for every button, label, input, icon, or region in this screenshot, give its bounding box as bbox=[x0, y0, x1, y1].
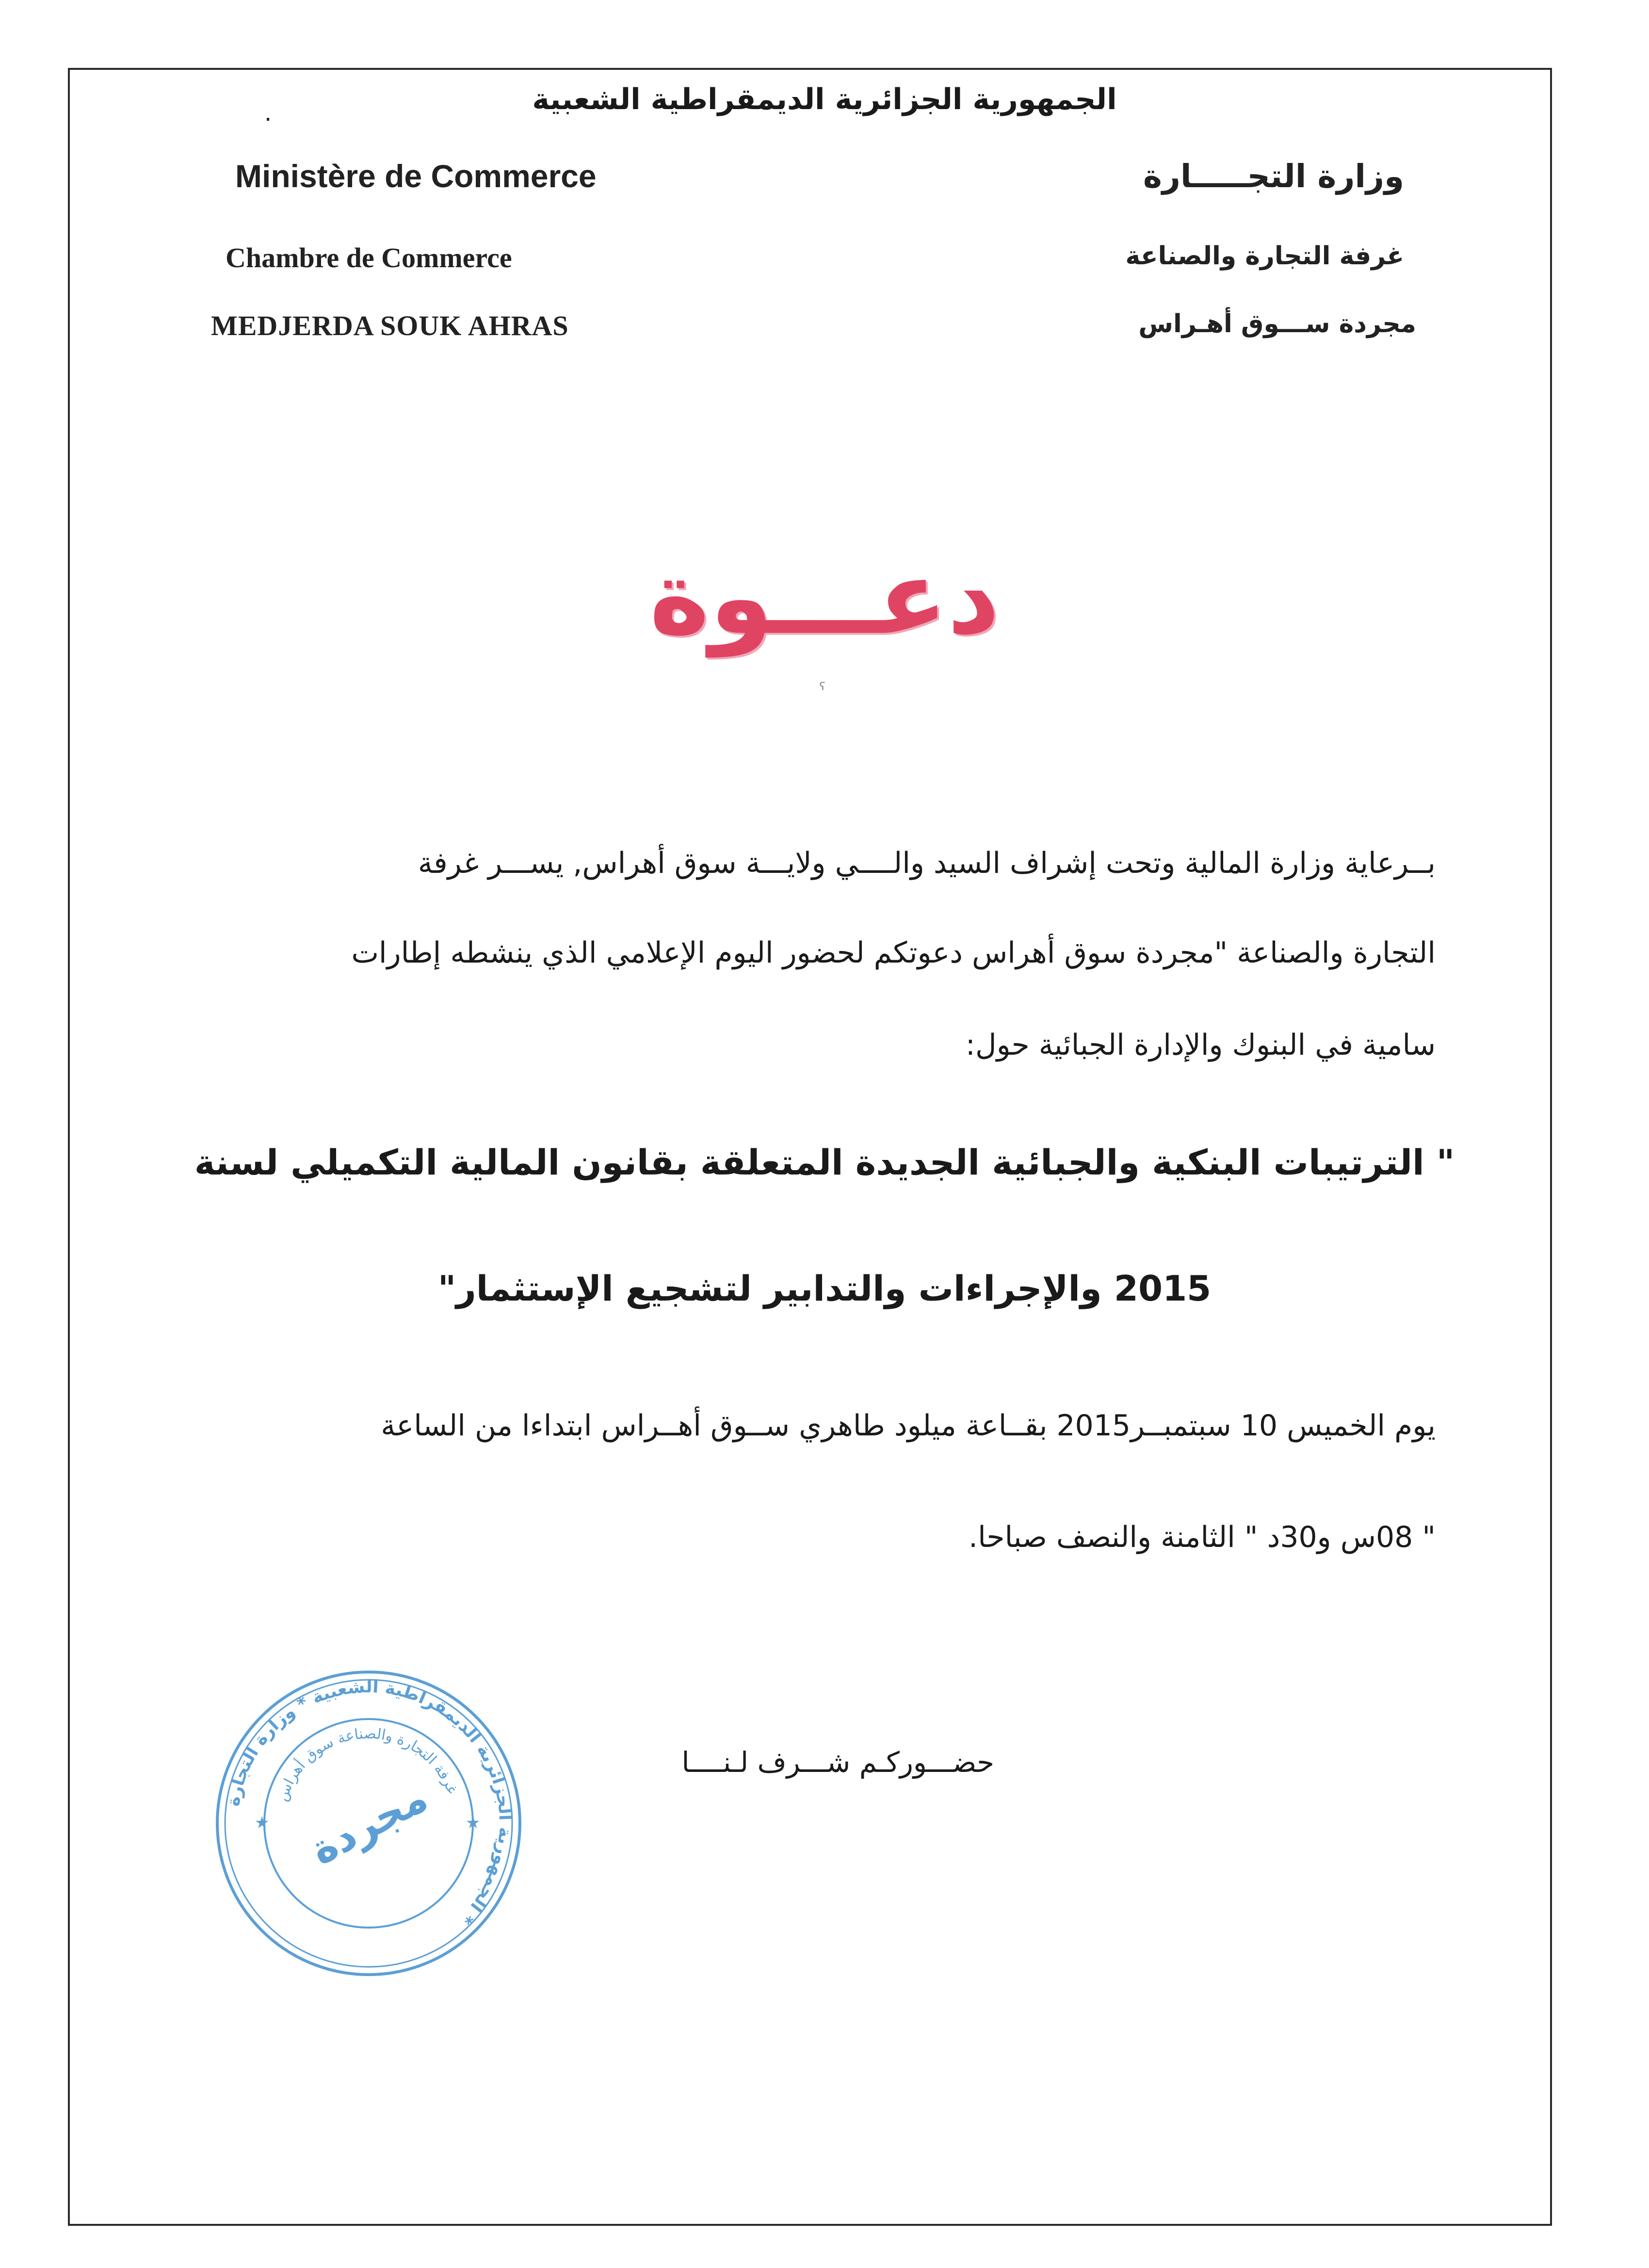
stray-dot: . bbox=[264, 99, 272, 127]
scan-mark: ˁ bbox=[819, 679, 826, 701]
event-details-line-2: " 08س و30د " الثامنة والنصف صباحا. bbox=[969, 1520, 1436, 1554]
ministry-name-french: Ministère de Commerce bbox=[235, 158, 597, 194]
topic-line-2: 2015 والإجراءات والتدابير لتشجيع الإستثمار" bbox=[437, 1268, 1212, 1309]
body-line-2: التجارة والصناعة "مجردة سوق أهراس دعوتكم لحضور اليوم الإعلامي الذي ينشطه إطارات bbox=[351, 936, 1436, 970]
stamp-star-left: ★ bbox=[255, 1813, 270, 1833]
stamp-inner-text: غرفة التجارة والصناعة سوق أهراس bbox=[274, 1725, 461, 1803]
event-details-line-1: يوم الخميس 10 سبتمبــر2015 بقــاعة ميلود طاهري ســوق أهــراس ابتداءا من الساعة bbox=[381, 1409, 1436, 1443]
stamp-center-text: مجردة bbox=[302, 1773, 436, 1874]
body-line-1: بــرعاية وزارة المالية وتحت إشراف السيد والــــي ولايـــة سوق أهراس, يســـر غرفة bbox=[418, 846, 1436, 880]
stamp-star-right: ★ bbox=[466, 1813, 481, 1833]
topic-line-1: " الترتيبات البنكية والجبائية الجديدة المتعلقة بقانون المالية التكميلي لسنة bbox=[194, 1142, 1455, 1183]
republic-heading: الجمهورية الجزائرية الديمقراطية الشعبية bbox=[532, 82, 1117, 116]
body-line-3: سامية في البنوك والإدارة الجبائية حول: bbox=[965, 1028, 1436, 1062]
invitation-title: دعـــوة bbox=[649, 538, 1000, 657]
city-name-arabic: مجردة ســـوق أهـراس bbox=[1138, 309, 1416, 338]
svg-text:غرفة التجارة والصناعة سوق أهرا bbox=[274, 1725, 461, 1803]
ministry-name-arabic: وزارة التجـــــارة bbox=[1143, 158, 1404, 195]
official-stamp-icon bbox=[213, 1668, 524, 1978]
chamber-name-french: Chambre de Commerce bbox=[226, 242, 512, 273]
closing-phrase: حضـــوركـم شـــرف لـنــــا bbox=[681, 1746, 994, 1779]
stamp-outer-text: الجمهورية الجزائرية الديمقراطية الشعبية * وزارة التجارة * bbox=[223, 1676, 516, 1929]
city-name-french: MEDJERDA SOUK AHRAS bbox=[211, 310, 569, 341]
chamber-name-arabic: غرفة التجارة والصناعة bbox=[1125, 241, 1404, 271]
